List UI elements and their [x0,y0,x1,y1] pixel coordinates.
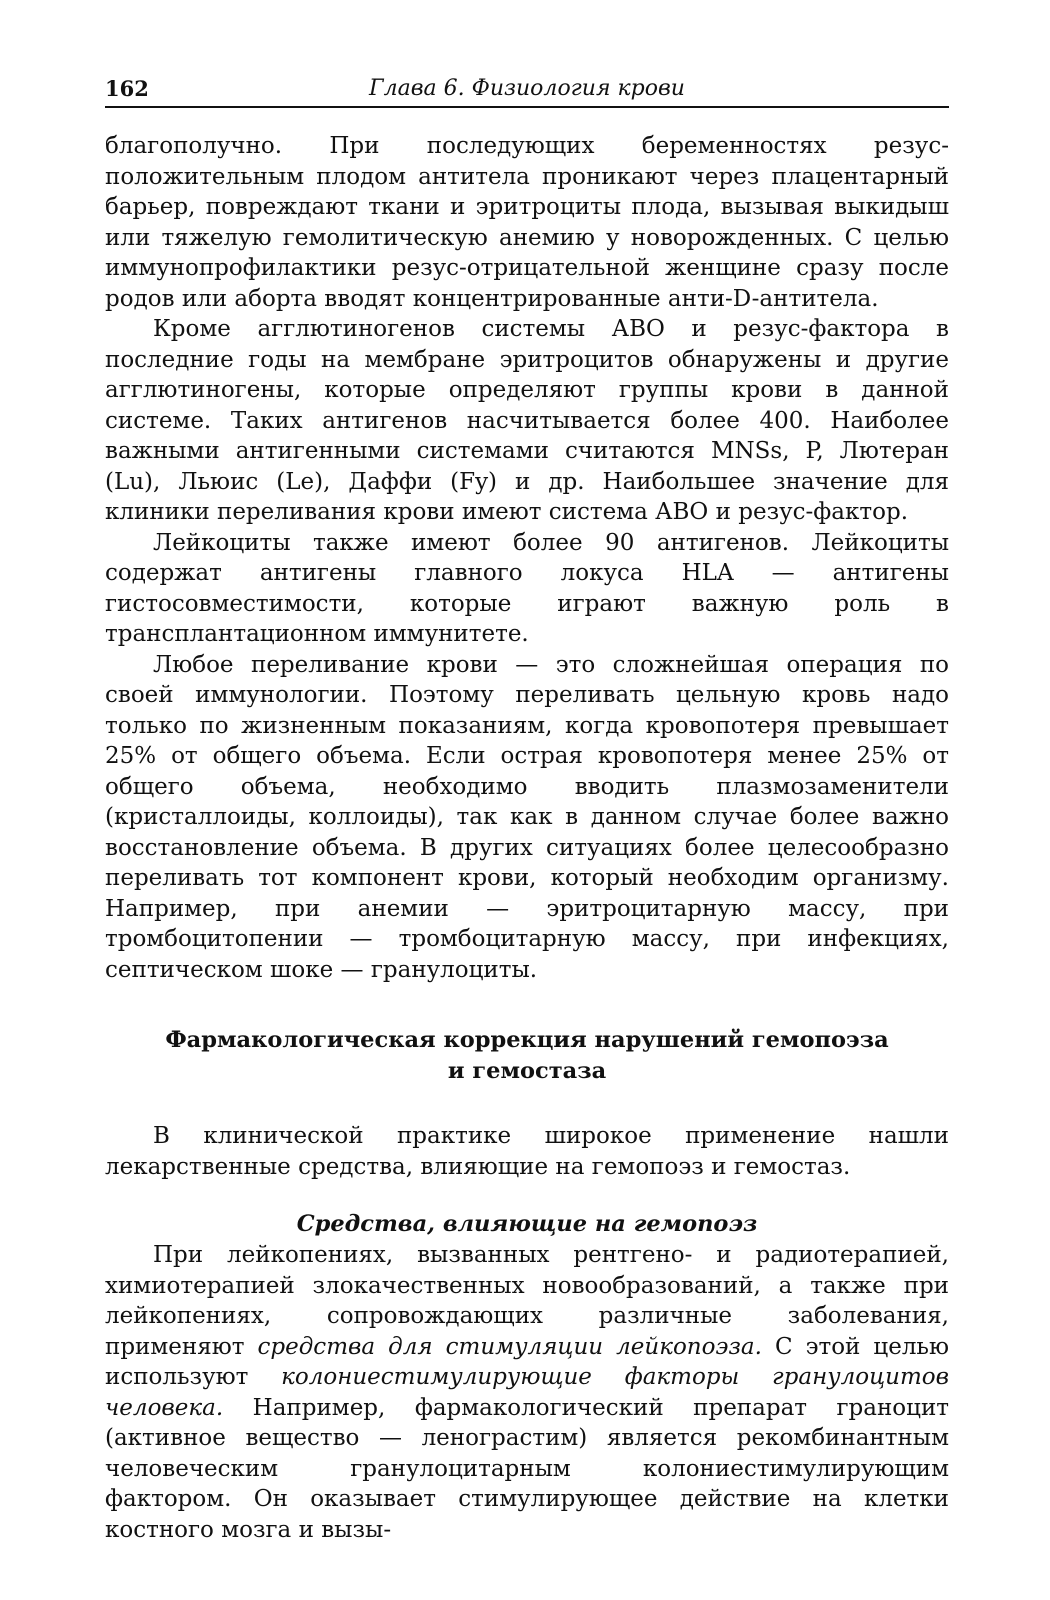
subsection-title: Средства, влияющие на гемопоэз [296,1211,758,1237]
running-title: Глава 6. Физиология крови [369,76,685,101]
page-number: 162 [105,76,149,101]
paragraph-leukocyte-antigens: Лейкоциты также имеют более 90 антигенов. Лейкоциты содержат антигены главного локуса HLA — антигены гистосовместимости, которые играют важную роль в трансплантационном иммунитете. [105,529,949,647]
paragraph-leukopoiesis [105,1240,949,1545]
section-title [105,1025,949,1087]
section-intro-paragraph: В клинической практике широкое применение нашли лекарственные средства, влияющие на гемопоэз и гемостаз. [105,1123,949,1180]
text-segment: При лейкопениях, вызванных рентгено- и радиотерапией, химиотерапией злокачественных новообразований, а также при лейкопениях, сопровождающих различные заболевания, применяют [105,1242,949,1360]
section-title-line-1: Фармакологическая коррекция нарушений гемопоэза [165,1027,889,1053]
text-segment: С этой целью используют [105,1333,949,1390]
paragraph-agglutinogens: Кроме агглютиногенов системы АВО и резус-фактора в последние годы на мембране эритроцитов обнаружены и другие агглютиногены, которые определяют группы крови в данной системе. Таких антигенов насчитывается более 400. Наиболее важными антигенными системами считаются MNSs, P, Лютеран (Lu), Льюис (Le), Даффи (Fy) и др. Наибольшее значение для клиники переливания крови имеют система АВО и резус-фактор. [105,316,949,525]
paragraph-transfusion: Любое переливание крови — это сложнейшая операция по своей иммунологии. Поэтому переливать цельную кровь надо только по жизненным показаниям, когда кровопотеря превышает 25% от общего объема. Если острая кровопотеря менее 25% от общего объема, необходимо вводить плазмозаменители (кристаллоиды, коллоиды), так как в данном случае более важно восстановление объема. В других ситуациях более целесообразно переливать тот компонент крови, который необходим организму. Например, при анемии — эритроцитарную массу, при тромбоцитопении — тромбоцитарную массу, при инфекциях, септическом шоке — гранулоциты. [105,651,949,983]
paragraph-continuation: благополучно. При последующих беременностях резус-положительным плодом антитела проникают через плацентарный барьер, повреждают ткани и эритроциты плода, вызывая выкидыш или тяжелую гемолитическую анемию у новорожденных. С целью иммунопрофилактики резус-отрицательной женщине сразу после родов или аборта вводят концентрированные анти-D-антитела. [105,133,949,312]
term-colony-stimulating-factors: колониестимулирующие факторы гранулоцитов человека. [105,1364,949,1421]
page-body [105,131,949,1545]
term-leukopoiesis-stimulants: средства для стимуляции лейкопоэза. [257,1333,762,1360]
text-segment: Например, фармакологический препарат граноцит (активное вещество — ленограстим) является рекомбинантным человеческим гранулоцитарным колониестимулирующим фактором. Он оказывает стимулирующее действие на клетки костного мозга и вызы- [105,1394,949,1543]
section-title-line-2: и гемостаза [447,1058,607,1084]
page-header [105,76,949,108]
